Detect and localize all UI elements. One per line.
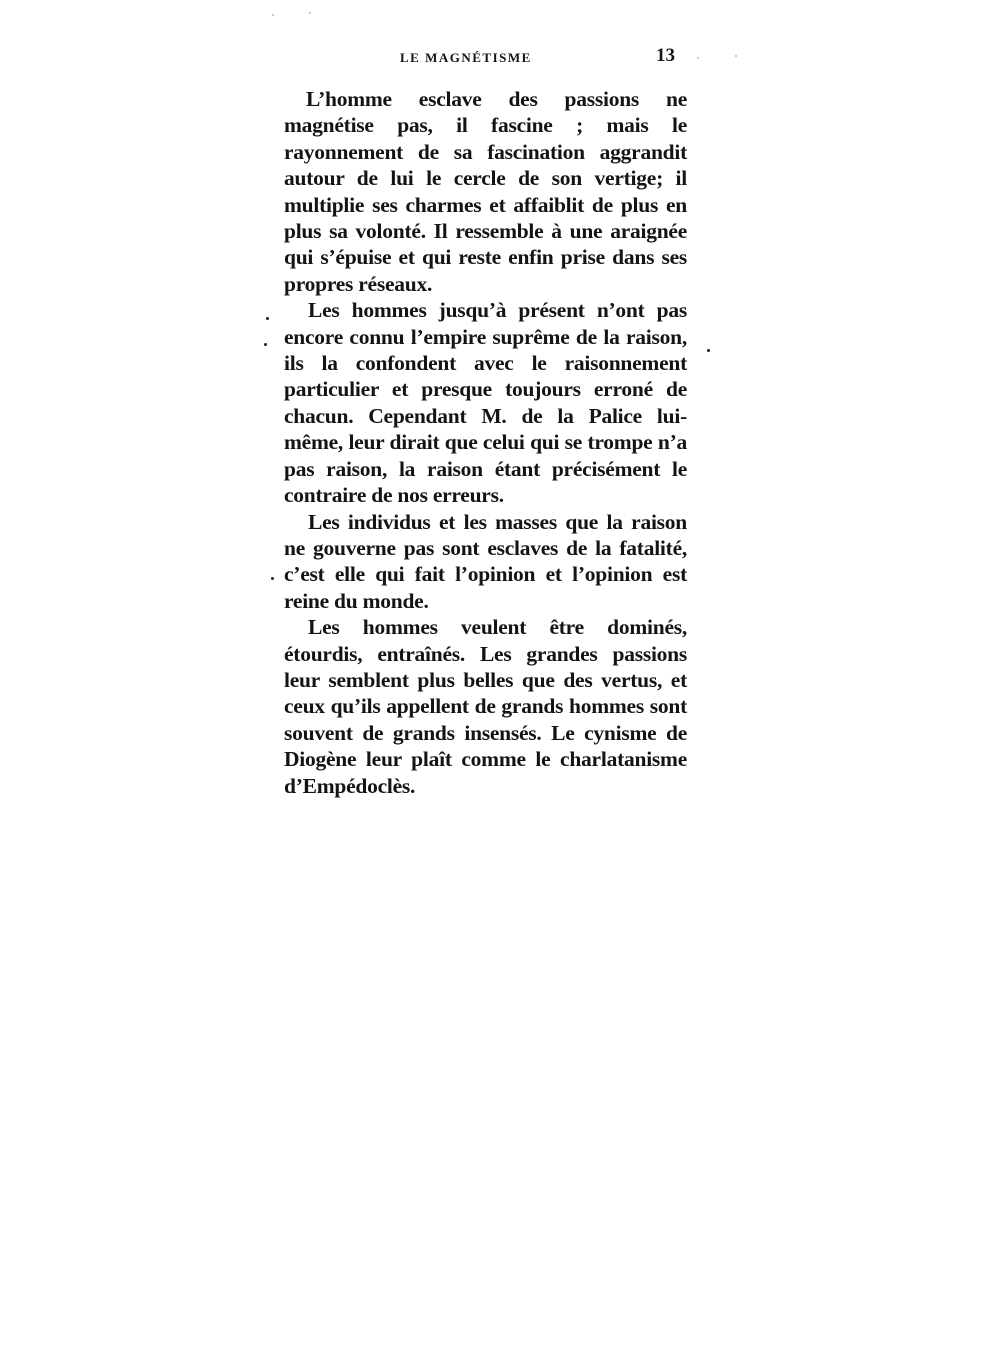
scan-speck [697, 57, 699, 59]
scan-speck [309, 12, 311, 14]
scan-speck [271, 577, 274, 580]
body-text [284, 86, 687, 799]
scan-speck [272, 14, 274, 16]
paragraph-4: Les hommes veulent être dominés, étourdis, entraînés. Les grandes passions leur semblent plus belles que des vertus, et ceux qu’ils appellent de grands hommes sont souvent de grands insensés. Le cynisme de Diogène leur plaît comme le charlatanisme d’Empédoclès. [284, 615, 687, 798]
paragraph-1: L’homme esclave des passions ne magnétise pas, il fascine ; mais le rayonnement de sa fascination aggrandit autour de lui le cercle de son vertige; il multiplie ses charmes et affaiblit de plus en plus sa volonté. Il ressemble à une araignée qui s’épuise et qui reste enfin prise dans ses propres réseaux. [284, 87, 687, 296]
running-head-title: LE MAGNÉTISME [400, 50, 532, 65]
page-number: 13 [656, 45, 675, 66]
paragraph-3: Les individus et les masses que la raison ne gouverne pas sont esclaves de la fatalité, c’est elle qui fait l’opinion et l’opinion est reine du monde. [284, 509, 687, 613]
scan-speck [264, 343, 267, 346]
paragraph-2: Les hommes jusqu’à présent n’ont pas encore connu l’empire suprême de la raison, ils la confondent avec le raisonnement particulier et presque toujours erroné de chacun. Cependant M. de la Palice lui-même, leur dirait que celui qui se trompe n’a pas raison, la raison étant précisément le contraire de nos erreurs. [284, 298, 687, 508]
scan-speck [707, 349, 710, 352]
scan-speck [735, 55, 737, 57]
scan-speck [266, 317, 269, 320]
